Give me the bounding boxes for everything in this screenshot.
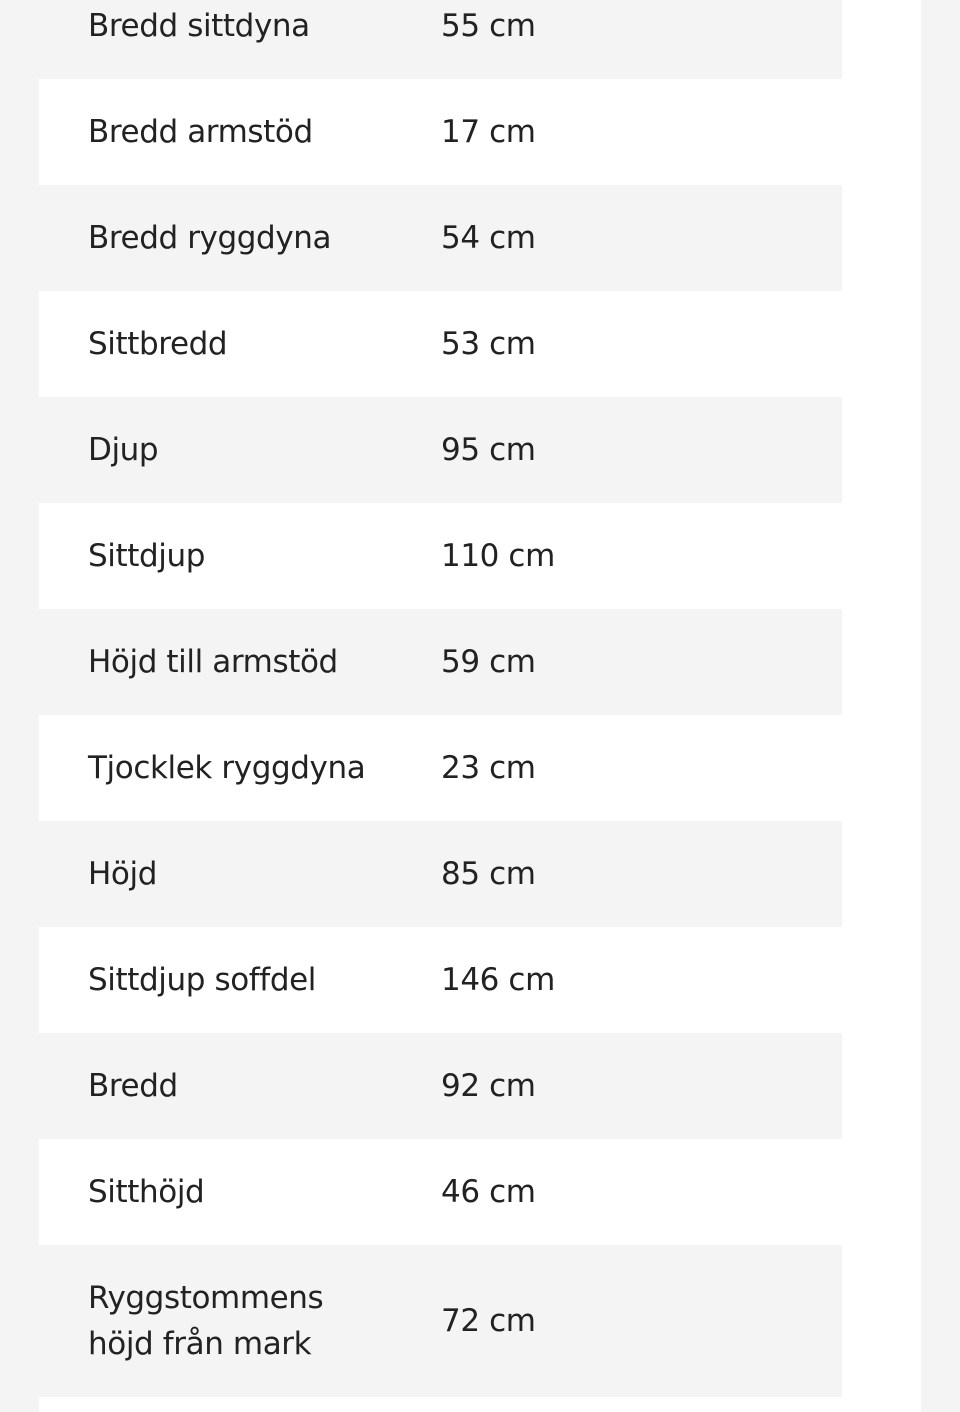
dimension-value: 46 cm (441, 1174, 536, 1210)
table-row (39, 609, 842, 715)
dimension-label: Djup (88, 432, 159, 468)
dimension-value: 95 cm (441, 432, 536, 468)
dimension-label: Bredd ryggdyna (88, 220, 332, 256)
table-row (39, 1245, 842, 1397)
dimension-value: 59 cm (441, 644, 536, 680)
dimension-value: 54 cm (441, 220, 536, 256)
dimension-value: 146 cm (441, 962, 555, 998)
table-row (39, 715, 842, 821)
dimension-label: Sittdjup soffdel (88, 962, 316, 998)
table-row (39, 79, 842, 185)
table-row (39, 821, 842, 927)
table-row (39, 185, 842, 291)
dimension-label: Tjocklek ryggdyna (88, 750, 366, 786)
dimension-label: Sitthöjd (88, 1174, 205, 1210)
dimension-label: Höjd (88, 856, 157, 892)
dimensions-table (39, 0, 842, 1397)
table-row (39, 503, 842, 609)
dimension-label: Sittdjup (88, 538, 206, 574)
dimension-value: 53 cm (441, 326, 536, 362)
dimension-label: Ryggstommens höjd från mark (88, 1280, 324, 1362)
table-row (39, 0, 842, 79)
table-row (39, 927, 842, 1033)
table-row (39, 1033, 842, 1139)
dimension-label: Sittbredd (88, 326, 228, 362)
dimension-value: 72 cm (441, 1303, 536, 1339)
table-row (39, 1139, 842, 1245)
dimension-value: 110 cm (441, 538, 555, 574)
dimension-label: Bredd (88, 1068, 178, 1104)
dimension-value: 92 cm (441, 1068, 536, 1104)
dimension-value: 55 cm (441, 8, 536, 44)
table-row (39, 397, 842, 503)
dimension-label: Bredd sittdyna (88, 8, 310, 44)
dimension-value: 17 cm (441, 114, 536, 150)
dimension-value: 23 cm (441, 750, 536, 786)
dimension-label: Bredd armstöd (88, 114, 313, 150)
dimension-label: Höjd till armstöd (88, 644, 338, 680)
table-row (39, 291, 842, 397)
dimension-value: 85 cm (441, 856, 536, 892)
